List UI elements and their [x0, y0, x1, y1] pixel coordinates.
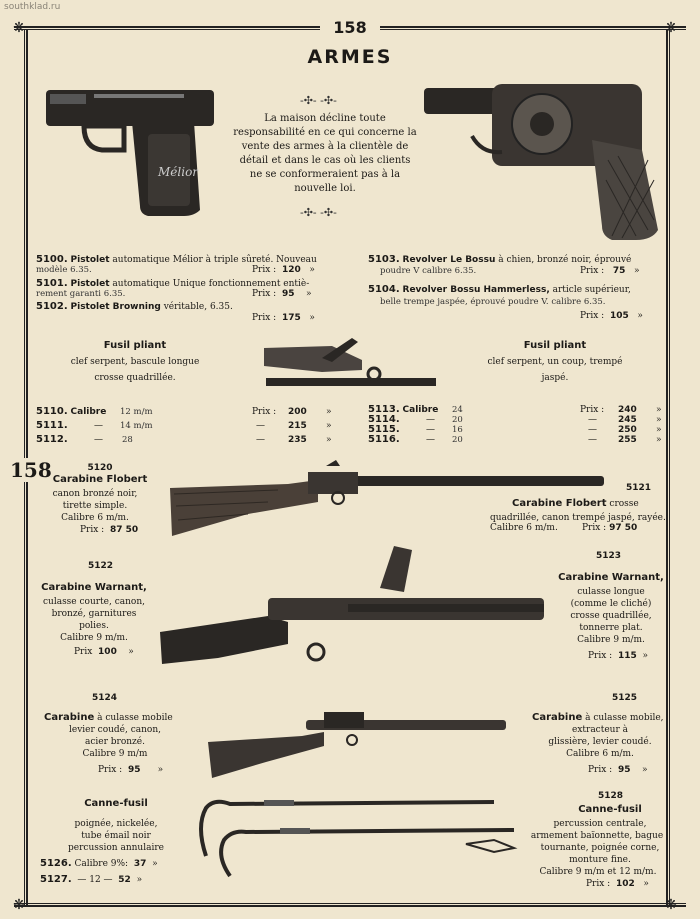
item-5115-price: 250 [618, 425, 637, 435]
corner-ornament-icon: ❋ [665, 20, 677, 36]
item-5110-caliber: 12 m/m [120, 407, 153, 417]
item-5103-price: Prix : 75 » [580, 266, 640, 276]
item-5128-desc: percussion centrale, [553, 819, 647, 829]
item-5122-price: Prix 100 » [74, 647, 134, 657]
item-5115-label: — [426, 425, 435, 435]
item-5125-code: 5125 [612, 693, 638, 703]
item-5121-desc: Calibre 6 m/m. [490, 523, 558, 533]
item-5123-code: 5123 [596, 551, 622, 561]
item-5116-price: 255 [618, 435, 637, 445]
item-5111-label: — [94, 421, 103, 431]
item-5114-caliber: 20 [452, 415, 463, 425]
item-5111-price: 215 [288, 421, 307, 431]
fusil-right-title: Fusil pliant [523, 340, 587, 351]
item-5124-desc: acier bronzé. [85, 737, 145, 747]
item-5103: 5103. Revolver Le Bossu à chien, bronzé noir, éprouvé [368, 254, 632, 265]
item-5116-price-label: — [588, 435, 597, 445]
canne-left-desc: poignée, nickelée, [74, 819, 158, 829]
item-5100-detail: modèle 6.35. [36, 265, 92, 275]
canne-left-desc: percussion annulaire [68, 843, 164, 853]
item-5125-desc: extracteur à [572, 725, 628, 735]
item-5124-price: Prix : 95 » [98, 765, 164, 775]
canne-left-desc: tube émail noir [81, 831, 151, 841]
fusil-right-desc: jaspé. [541, 373, 569, 383]
item-5102-price: Prix : 175 » [252, 313, 315, 323]
ornament: -✣- -✣- [300, 206, 337, 219]
item-5125-desc: glissière, levier coudé. [548, 737, 652, 747]
item-5128-desc: monture fine. [569, 855, 631, 865]
item-5124-desc: Calibre 9 m/m [82, 749, 148, 759]
item-5126: 5126. Calibre 9%: 37 » [40, 858, 158, 869]
fusil-left-desc: crosse quadrillée. [94, 373, 176, 383]
item-5128-desc: tournante, poignée corne, [540, 843, 660, 853]
item-5104: 5104. Revolver Bossu Hammerless, article supérieur, [368, 284, 631, 295]
item-5115-price-label: — [588, 425, 597, 435]
item-5113-caliber: 24 [452, 405, 463, 415]
item-5115-mark: » [656, 425, 662, 435]
item-5103-detail: poudre V calibre 6.35. [380, 266, 477, 276]
item-5112: 5112. [36, 434, 68, 445]
item-5124-desc: levier coudé, canon, [69, 725, 161, 735]
item-5122-desc: bronzé, garnitures [51, 609, 137, 619]
item-5120-code: 5120 [87, 463, 113, 473]
item-5123-desc: culasse longue [577, 587, 645, 597]
item-5112-caliber: 28 [122, 435, 133, 445]
svg-text:Mélior: Mélior [158, 165, 199, 179]
item-5120-price: Prix : 87 50 [80, 525, 139, 535]
item-5111-mark: » [326, 421, 332, 431]
item-5121-title: Carabine Flobert crosse [512, 498, 639, 509]
item-5123-desc: tonnerre plat. [579, 623, 643, 633]
fusil-left-title: Fusil pliant [103, 340, 167, 351]
item-5110-price: 200 [288, 407, 307, 417]
item-5123-desc: (comme le cliché) [570, 599, 652, 609]
item-5122-desc: polies. [79, 621, 109, 631]
fusil-right-desc: clef serpent, un coup, trempé [487, 357, 623, 367]
item-5101-detail: rement garanti 6.35. [36, 289, 126, 299]
item-5116-caliber: 20 [452, 435, 463, 445]
item-5110-price-label: Prix : [252, 407, 277, 417]
item-5125-title: Carabine à culasse mobile, [532, 712, 664, 723]
item-5122-desc: Calibre 9 m/m. [60, 633, 128, 643]
item-5113-price: 240 [618, 405, 637, 415]
item-5113-mark: » [656, 405, 662, 415]
item-5114-price-label: — [588, 415, 597, 425]
item-5128-price: Prix : 102 » [586, 879, 649, 889]
item-5121-code: 5121 [626, 483, 652, 493]
item-5114-price: 245 [618, 415, 637, 425]
item-5114-label: — [426, 415, 435, 425]
item-5123-price: Prix : 115 » [588, 651, 648, 661]
page-title: ARMES [307, 46, 393, 68]
item-5128-code: 5128 [598, 791, 624, 801]
item-5104-detail: belle trempe jaspée, éprouvé poudre V. calibre 6.35. [380, 297, 606, 307]
fusil-left-desc: clef serpent, bascule longue [70, 357, 200, 367]
item-5128-desc: armement baïonnette, bague [530, 831, 664, 841]
item-5120-desc: Calibre 6 m/m. [61, 513, 129, 523]
bolt-carbine-illustration [206, 706, 508, 780]
ornament: -✣- -✣- [300, 94, 337, 107]
item-5127: 5127. — 12 — 52 » [40, 874, 143, 885]
revolver-illustration [422, 80, 662, 244]
item-5114: 5114. [368, 414, 400, 425]
item-5116-label: — [426, 435, 435, 445]
item-5111: 5111. [36, 420, 68, 431]
frame-bottom [14, 903, 686, 907]
item-5122-code: 5122 [88, 561, 114, 571]
item-5100-price: Prix : 120 » [252, 265, 315, 275]
item-5101-price: Prix : 95 » [252, 289, 312, 299]
item-5111-caliber: 14 m/m [120, 421, 153, 431]
notice-text: La maison décline toute responsabilité en ce qui concerne la vente des armes à la clientèle de détail et dans le cas où les clients ne se conformeraient pas à la nouvelle loi. [233, 113, 417, 194]
side-page-number: 158 [10, 458, 52, 482]
canne-left-title: Canne-fusil [84, 798, 148, 809]
item-5101: 5101. Pistolet automatique Unique fonctionnement entiè- [36, 278, 310, 289]
item-5120-desc: canon bronzé noir, [52, 489, 138, 499]
item-5116-mark: » [656, 435, 662, 445]
cane-gun-illustration [194, 796, 520, 880]
item-5125-price: Prix : 95 » [588, 765, 648, 775]
corner-ornament-icon: ❋ [13, 897, 25, 913]
item-5110-mark: » [326, 407, 332, 417]
item-5123-desc: crosse quadrillée, [570, 611, 652, 621]
item-5113-price-label: Prix : [580, 405, 605, 415]
folding-gun-illustration [262, 336, 438, 396]
item-5115: 5115. [368, 424, 400, 435]
item-5123-title: Carabine Warnant, [558, 572, 664, 583]
item-5110: 5110. Calibre [36, 406, 107, 417]
item-5124-title: Carabine à culasse mobile [44, 712, 173, 723]
item-5128-desc: Calibre 9 m/m et 12 m/m. [539, 867, 657, 877]
item-5116: 5116. [368, 434, 400, 445]
item-5113: 5113. Calibre [368, 404, 439, 415]
item-5112-mark: » [326, 435, 332, 445]
item-5121-desc: quadrillée, canon trempé jaspé, rayée. [490, 513, 666, 523]
item-5122-desc: culasse courte, canon, [42, 597, 145, 607]
page-number: 158 [320, 18, 380, 38]
item-5121-price: Prix : 97 50 [582, 523, 638, 533]
item-5122-title: Carabine Warnant, [41, 582, 147, 593]
item-5124-code: 5124 [92, 693, 118, 703]
item-5102: 5102. Pistolet Browning véritable, 6.35. [36, 301, 233, 312]
item-5112-price-label: — [256, 435, 265, 445]
item-5114-mark: » [656, 415, 662, 425]
item-5111-price-label: — [256, 421, 265, 431]
frame-right [666, 30, 670, 905]
item-5100: 5100. Pistolet automatique Mélior à triple sûreté. Nouveau [36, 254, 317, 265]
item-5112-price: 235 [288, 435, 307, 445]
item-5112-label: — [94, 435, 103, 445]
corner-ornament-icon: ❋ [665, 897, 677, 913]
item-5128-title: Canne-fusil [578, 804, 642, 815]
watermark: southklad.ru [4, 2, 61, 12]
item-5123-desc: Calibre 9 m/m. [577, 635, 645, 645]
item-5125-desc: Calibre 6 m/m. [566, 749, 634, 759]
warnant-carbine-illustration [158, 544, 548, 668]
corner-ornament-icon: ❋ [13, 20, 25, 36]
item-5115-caliber: 16 [452, 425, 463, 435]
item-5104-price: Prix : 105 » [580, 311, 643, 321]
pistol-illustration [44, 86, 224, 218]
item-5120-title: Carabine Flobert [52, 474, 148, 485]
item-5120-desc: tirette simple. [62, 501, 128, 511]
